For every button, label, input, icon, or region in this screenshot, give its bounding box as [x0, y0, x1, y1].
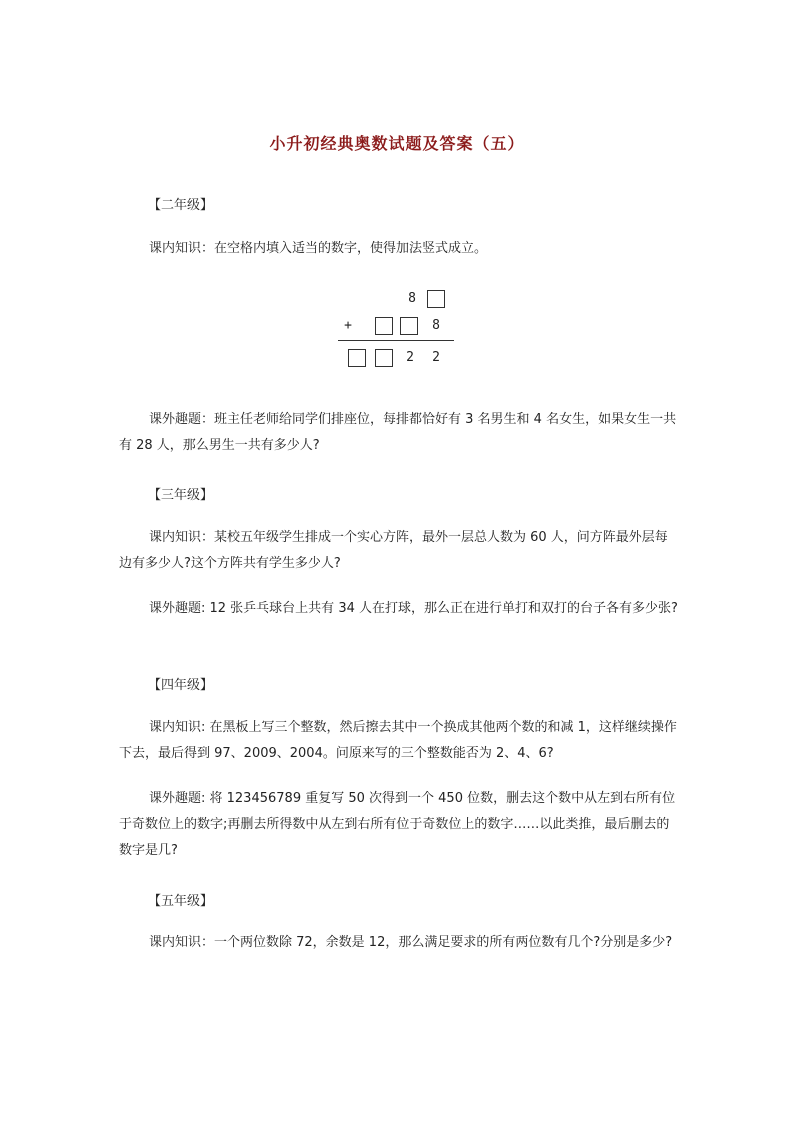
puzzle-row2-digit: 8: [432, 318, 440, 333]
grade-5-in-class-problem: 课内知识：一个两位数除 72，余数是 12，那么满足要求的所有两位数有几个?分别是多少?: [149, 935, 673, 950]
grade-4-extra-problem: 课外趣题: 将 123456789 重复写 50 次得到一个 450 位数，删去这个数中从左到右所有位于奇数位上的数字;再删去所得数中从左到右所有位于奇数位上的数字……以此类推，最后删去的数字是几?: [119, 791, 676, 858]
puzzle-result-digit: 2: [432, 350, 440, 365]
grade-2-extra-problem: 课外趣题：班主任老师给同学们排座位，每排都恰好有 3 名男生和 4 名女生，如果女生一共有 28 人，那么男生一共有多少人?: [119, 412, 677, 453]
grade-3-in-class-problem: 课内知识：某校五年级学生排成一个实心方阵，最外一层总人数为 60 人，问方阵最外层每边有多少人?这个方阵共有学生多少人?: [119, 530, 668, 571]
puzzle-blank-box[interactable]: [348, 349, 366, 367]
addition-puzzle: [330, 286, 460, 376]
section-heading-grade-3: 【三年级】: [148, 488, 214, 503]
puzzle-blank-box[interactable]: [375, 349, 393, 367]
puzzle-result-digit: 2: [406, 350, 414, 365]
puzzle-sum-line: [338, 340, 454, 341]
section-heading-grade-4: 【四年级】: [148, 678, 214, 693]
section-heading-grade-2: 【二年级】: [148, 198, 214, 213]
grade-3-extra-problem: 课外趣题: 12 张乒乓球台上共有 34 人在打球，那么正在进行单打和双打的台子各有多少张?: [149, 601, 678, 616]
puzzle-blank-box[interactable]: [400, 317, 418, 335]
puzzle-row1-digit: 8: [408, 291, 416, 306]
grade-4-in-class-problem: 课内知识: 在黑板上写三个整数，然后擦去其中一个换成其他两个数的和减 1，这样继续操作下去，最后得到 97、2009、2004。问原来写的三个整数能否为 2、4、6?: [119, 720, 677, 761]
grade-2-in-class-problem: 课内知识：在空格内填入适当的数字，使得加法竖式成立。: [149, 241, 488, 256]
section-heading-grade-5: 【五年级】: [148, 894, 214, 909]
puzzle-plus-sign: +: [344, 318, 352, 333]
puzzle-blank-box[interactable]: [427, 290, 445, 308]
puzzle-blank-box[interactable]: [375, 317, 393, 335]
page-title: 小升初经典奥数试题及答案（五）: [269, 134, 525, 153]
